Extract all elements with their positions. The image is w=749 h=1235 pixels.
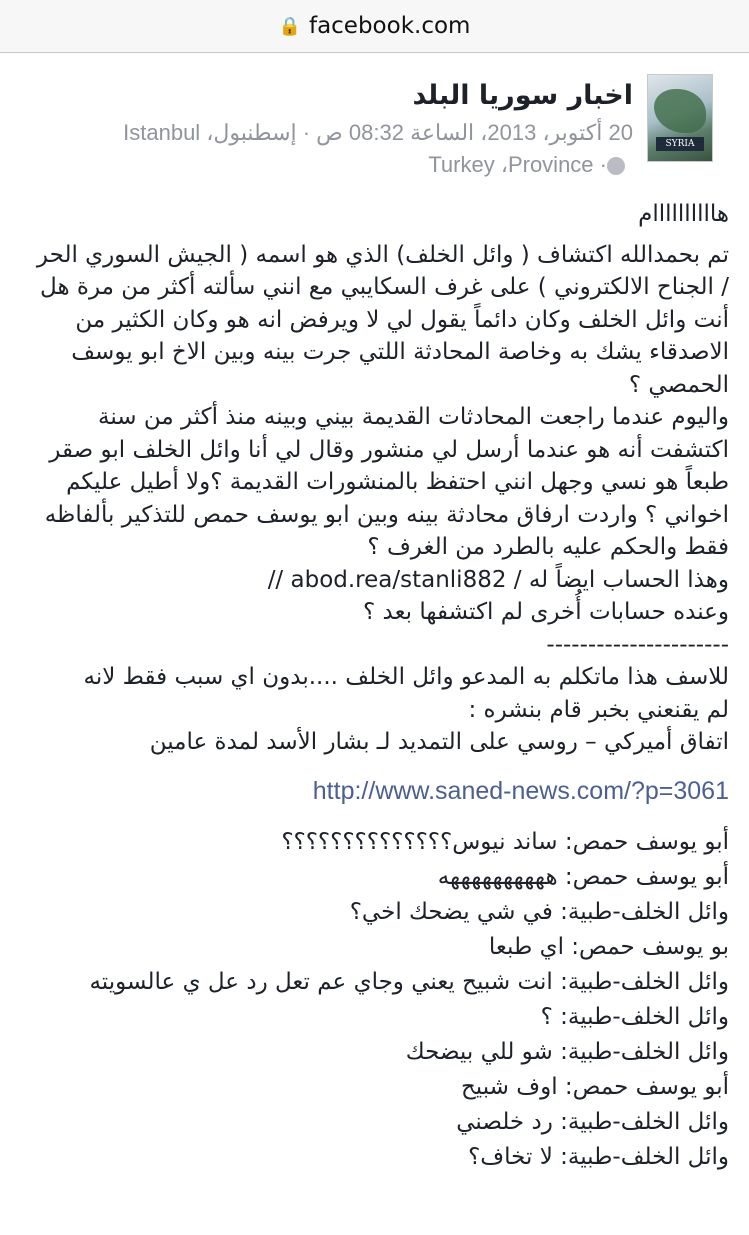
news-link[interactable]: http://www.saned-news.com/?p=3061 (312, 776, 729, 805)
url-text: facebook.com (308, 13, 471, 39)
post-line: الاصدقاء يشك به وخاصة المحادثة اللتي جرت بينه وبين الاخ ابو يوسف (71, 339, 729, 365)
chat-line: وائل الخلف-طبية: انت شبيح يعني وجاي عم تعل رد عل ي عالسويته (89, 968, 729, 995)
post-line: تم بحمدالله اكتشاف ( وائل الخلف) الذي هو اسمه ( الجيش السوري الحر (36, 241, 729, 268)
chat-line: أبو يوسف حمص: ساند نيوس؟؟؟؟؟؟؟؟؟؟؟؟؟؟ (281, 828, 729, 855)
post-line: وعنده حسابات أُخرى لم اكتشفها بعد ؟ (362, 599, 729, 625)
post-line: الحمصي ؟ (628, 371, 729, 398)
post-line: للاسف هذا ماتكلم به المدعو وائل الخلف ....بدون اي سبب فقط لانه (83, 664, 729, 690)
address-bar[interactable] (0, 0, 749, 53)
page-name-link[interactable]: اخبار سوريا البلد (412, 80, 633, 111)
chat-line: وائل الخلف-طبية: ؟ (540, 1003, 729, 1030)
post-line: واليوم عندما راجعت المحادثات القديمة بيني وبينه منذ أكثر من سنة (98, 404, 729, 430)
chat-line: بو يوسف حمص: اي طبعا (488, 933, 729, 960)
chat-line: وائل الخلف-طبية: لا تخاف؟ (468, 1143, 729, 1170)
lock-icon: 🔒 (278, 15, 301, 37)
post-timestamp[interactable]: 20 أكتوبر، 2013، الساعة 08:32 ص · إسطنبول، Istanbul (123, 120, 633, 145)
post-line: / الجناح الالكتروني ) على غرف السكايبي مع انني سألته أكثر من مرة هل (40, 274, 729, 300)
post-header (0, 62, 749, 182)
chat-line: أبو يوسف حمص: اوف شبيح (460, 1073, 729, 1100)
post-location (428, 152, 633, 178)
post-line: فقط والحكم عليه بالطرد من الغرف ؟ (367, 534, 729, 560)
post-line: اخواني ؟ واردت ارفاق محادثة بينه وبين ابو يوسف حمص للتذكير بألفاظه (44, 501, 729, 528)
post-line: وهذا الحساب ايضاً له / abod.rea/stanli882 // (267, 566, 729, 593)
post-line: أنت وائل الخلف وكان دائماً يقول لي لا ويرفض انه هو وكان الكثير من (75, 306, 729, 333)
chat-line: أبو يوسف حمص: ههههههههههه (437, 863, 729, 890)
post-line: لم يقنعني بخبر قام بنشره : (468, 696, 729, 723)
chat-line: وائل الخلف-طبية: شو للي بيضحك (405, 1038, 729, 1065)
globe-icon (607, 157, 625, 175)
syria-map-graphic (654, 89, 706, 133)
post-location-text: · Turkey ،Province (428, 152, 607, 177)
avatar-logo: SYRIA (656, 137, 704, 151)
post-line: طبعاً هو نسي وجهل انني احتفظ بالمنشورات القديمة ؟ولا أطيل عليكم (66, 469, 729, 495)
post-body (24, 198, 729, 1175)
divider-line: ---------------------- (546, 631, 729, 658)
post-line: اكتشفت أنه هو عندما أرسل لي منشور وقال لي أنا وائل الخلف ابو صقر (49, 436, 729, 463)
chat-line: وائل الخلف-طبية: رد خلصني (456, 1108, 729, 1135)
chat-transcript (24, 825, 729, 1175)
page-avatar[interactable] (647, 74, 713, 162)
chat-line: وائل الخلف-طبية: في شي يضحك اخي؟ (349, 898, 729, 925)
post-line: هاااااااااام (638, 201, 729, 227)
post-line: اتفاق أميركي – روسي على التمديد لـ بشار الأسد لمدة عامين (149, 729, 729, 755)
